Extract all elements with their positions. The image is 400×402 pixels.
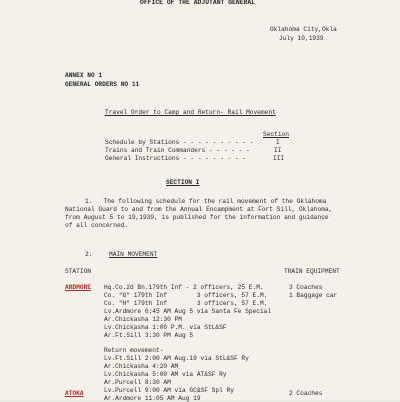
schedule-line: Lv.Ardmore 6:45 AM Aug 5 via Santa Fe Special [104,308,272,315]
return-movement-heading: Return movement- [104,347,164,354]
schedule-line: Lv.Chickasha 1:00 P.M. via StL&SF [104,324,227,331]
document-title: Travel Order to Camp and Return- Rail Movement [105,109,276,116]
schedule-line: Ar.Chickasha 12:30 PM [104,316,182,323]
unit-line: Co. "H" 179th Inf 3 officers, 57 E.M. [104,300,268,307]
station-column-header: STATION [65,268,91,275]
station-name-ardmore: ARDMORE [65,284,91,291]
main-movement-heading: MAIN MOVEMENT [109,251,158,258]
contents-row-number: II [274,147,282,154]
contents-row-label: General Instructions - - - - - - - - - [105,155,247,162]
annex-number: ANNEX NO 1 [65,72,103,79]
unit-line: Hq.Co.2d Bn.179th Inf - 2 officers, 25 E.M. [104,284,264,291]
return-schedule-line: Lv.Ft.Sill 2:00 AM Aug.19 via StL&SF Ry [104,355,249,362]
document-date: July 10,1939 [279,35,324,42]
section-heading: SECTION I [166,179,200,186]
unit-line: Co. "G" 179th Inf 3 officers, 57 E.M. [104,292,268,299]
equipment-item: 1 Baggage car [289,292,338,299]
return-schedule-line: Lv.Purcell 9:00 AM via GC&SF Spl Ry [104,387,234,394]
schedule-line: Ar.Ft.Sill 3:30 PM Aug 5 [104,332,194,339]
equipment-column-header: TRAIN EQUIPMENT [284,268,340,275]
main-movement-number: 2. [85,251,93,258]
contents-row-label: Schedule by Stations - - - - - - - - - - [105,139,254,146]
station-name-atoka: ATOKA [65,390,84,397]
equipment-item: 2 Coaches [289,390,323,397]
section-paragraph-line: of all concerned. [65,222,129,229]
document-place: Oklahoma City,Okla [270,26,337,33]
section-paragraph-line: National Guard to and from the Annual Encampment at Fort Sill, Oklahoma, [65,206,333,213]
contents-row-number: III [273,155,285,162]
equipment-item: 3 Coaches [289,284,323,291]
section-paragraph-line: from August 5 to 19,1939, is published for the information and guidance [65,214,329,221]
contents-row-label: Trains and Train Commanders - - - - - - [105,147,250,154]
section-paragraph-line: 1. The following schedule for the rail movement of the Oklahoma [85,198,327,205]
general-orders-number: GENERAL ORDERS NO 11 [65,81,140,88]
contents-row-number: I [276,139,280,146]
contents-section-header: Section [263,131,289,138]
return-schedule-line: Ar.Ardmore 11:05 AM Aug 19 [104,395,201,402]
office-heading: OFFICE OF THE ADJUTANT GENERAL [140,0,256,6]
return-schedule-line: Lv.Chickasha 5:00 AM via AT&SF Ry [104,371,227,378]
return-schedule-line: Ar.Purcell 8:30 AM [104,379,171,386]
return-schedule-line: Ar.Chickasha 4:20 AM [104,363,179,370]
